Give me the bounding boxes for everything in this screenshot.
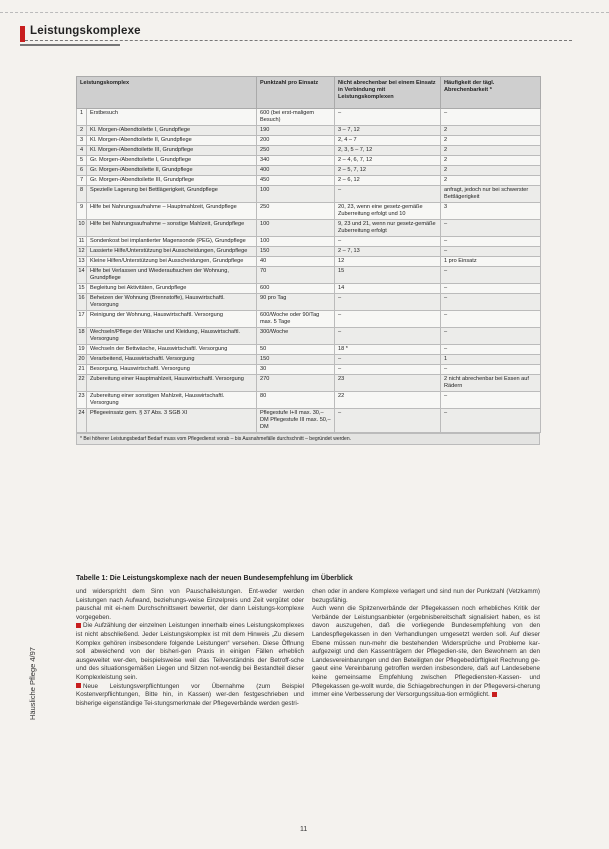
row-punktzahl: 600/Woche oder 90/Tag max. 5 Tage [257,311,335,328]
row-leistungskomplex: Reinigung der Wohnung, Hauswirtschaftl. Versorgung [87,311,257,328]
row-punktzahl: 250 [257,146,335,156]
row-nicht-abrechenbar: – [335,355,441,365]
row-leistungskomplex: Zubereitung einer Hauptmahlzeit, Hauswirtschaftl. Versorgung [87,375,257,392]
row-nicht-abrechenbar: – [335,328,441,345]
row-haeufigkeit: – [441,267,541,284]
row-haeufigkeit: 1 [441,355,541,365]
table-row [77,409,541,433]
table-caption: Tabelle 1: Die Leistungskomplexe nach der neuen Bundesempfehlung im Überblick [76,575,353,582]
row-leistungskomplex: Hilfe bei Verlassen und Wiederaufsuchen der Wohnung, Grundpflege [87,267,257,284]
table-row [77,257,541,267]
bullet-marker [76,683,81,688]
row-punktzahl: 70 [257,267,335,284]
row-number: 11 [77,237,87,247]
table-row [77,186,541,203]
body-column-left [76,588,304,708]
row-punktzahl: 190 [257,126,335,136]
row-haeufigkeit: – [441,311,541,328]
row-haeufigkeit: 2 [441,126,541,136]
table-row [77,311,541,328]
row-nicht-abrechenbar: 2, 4 – 7 [335,136,441,146]
table-row [77,345,541,355]
row-nicht-abrechenbar: – [335,237,441,247]
row-nicht-abrechenbar: 15 [335,267,441,284]
row-haeufigkeit: 2 nicht abrechenbar bei Essen auf Rädern [441,375,541,392]
row-number: 1 [77,109,87,126]
row-leistungskomplex: Gr. Morgen-/Abendtoilette II, Grundpflege [87,166,257,176]
row-nicht-abrechenbar: 2 – 5, 7, 12 [335,166,441,176]
end-marker [492,692,497,697]
paragraph [76,683,304,709]
paragraph-text: Auch wenn die Spitzenverbände der Pflegekassen noch erhebliches Kritik der Verbände der Leistungsanbieter (ergebnisbereitschaft signalisiert haben, es ist davon auszugehen, daß die vorliegende Bundesempfehlung von den Landespflegekassen in den Verhandlungen umgesetzt werden soll. Auf dieser Ebene müssen nun-mehr die bestehenden Widersprüche und Probleme kar-aufgezeigt und den Kassenträgern der Pflegedien-ste, den Bewohnern an den Landesvereinbarungen und den Beteiligten der Pflegebedürftigkeit Rechnung ge-gaeut eine Vereinbarung getroffen werden insbesondere, daß auf Landesebene keine gemeinsame Empfehlung zwischen Pflegediensten-Kassen- und Pflegekassen ge-wollt wurde, die Schiagebrechungen in der Pflegeversi-cherung immer eine Verbesserung der Versorgungssitua-tion ermöglicht. [312,605,540,699]
row-nicht-abrechenbar: 18 * [335,345,441,355]
row-haeufigkeit: 2 [441,156,541,166]
row-nicht-abrechenbar: – [335,186,441,203]
row-nicht-abrechenbar: 9, 23 und 21, wenn nur gesetz-gemäße Zuberreitung erfolgt [335,220,441,237]
table-row [77,284,541,294]
table-row [77,176,541,186]
row-punktzahl: 400 [257,166,335,176]
table-row [77,328,541,345]
row-leistungskomplex: Zubereitung einer sonstigen Mahlzeit, Hauswirtschaftl. Versorgung [87,392,257,409]
row-leistungskomplex: Hilfe bei Nahrungsaufnahme – Hauptmahlzeit, Grundpflege [87,203,257,220]
row-punktzahl: 300/Woche [257,328,335,345]
row-haeufigkeit: – [441,237,541,247]
row-haeufigkeit: – [441,109,541,126]
row-haeufigkeit: – [441,392,541,409]
row-nicht-abrechenbar: 22 [335,392,441,409]
table-container [76,76,540,571]
row-leistungskomplex: Lassierte Hilfe/Unterstützung bei Ausscheidungen, Grundpflege [87,247,257,257]
row-leistungskomplex: Wechseln/Pflege der Wäsche und Kleidung, Hauswirtschaftl. Versorgung [87,328,257,345]
row-number: 21 [77,365,87,375]
paragraph [312,605,540,700]
paragraph-text: Die Aufzählung der einzelnen Leistungen innerhalb eines Leistungskomplexes ist nicht abschließend. Jeder Leistungskomplex ist mit dem Hinweis „Zu diesem Komplex gehören insbesondere folgende Leistungen“ versehen. Diese Öffnung soll abweichend von der bisheri-gen Praxis in einigen Fällen erheblich ausgeweitet wer-den, beispielsweise weil das Teilverständnis der Betroff-sche und des situationsgemäßen Liegen und Sitzen not-wendig bei Bestandteil dieser Komplexleistung sein. [76,622,304,681]
col-header-leistungskomplex: Leistungskomplex [77,77,257,109]
row-punktzahl: Pflegestufe I+II max. 30,– DM Pflegestufe III max. 50,– DM [257,409,335,433]
body-column-right [312,588,540,700]
row-punktzahl: 40 [257,257,335,267]
paragraph: und widerspricht dem Sinn von Pauschalleistungen. Ent-weder werden Leistungen nach Aufwand, beziehungs-weise Einzelpreis und Zeit vergütet oder pauschal mit ei-nem Durchschnittswert bewertet, der dann Leistungs-komplexe vorgegeben. [76,588,304,621]
row-leistungskomplex: Verarbeitend, Hauswirtschaftl. Versorgung [87,355,257,365]
row-leistungskomplex: Kleine Hilfen/Unterstützung bei Ausscheidungen, Grundpflege [87,257,257,267]
bullet-marker [76,623,81,628]
row-leistungskomplex: Kl. Morgen-/Abendtoilette III, Grundpflege [87,146,257,156]
row-punktzahl: 600 [257,284,335,294]
journal-side-label: Häusliche Pflege 4/97 [28,647,37,720]
row-leistungskomplex: Hilfe bei Nahrungsaufnahme – sonstige Mahlzeit, Grundpflege [87,220,257,237]
row-number: 4 [77,146,87,156]
col-header-nicht-abrechenbar: Nicht abrechenbar bei einem Einsatz in Verbindung mit Leistungskomplexen [335,77,441,109]
row-nicht-abrechenbar: 23 [335,375,441,392]
row-number: 24 [77,409,87,433]
col-header-punktzahl: Punktzahl pro Einsatz [257,77,335,109]
row-punktzahl: 150 [257,355,335,365]
row-punktzahl: 450 [257,176,335,186]
table-row [77,267,541,284]
row-haeufigkeit: – [441,328,541,345]
row-punktzahl: 50 [257,345,335,355]
row-number: 17 [77,311,87,328]
table-header-row [77,77,541,109]
row-number: 14 [77,267,87,284]
row-haeufigkeit: 2 [441,176,541,186]
row-leistungskomplex: Kl. Morgen-/Abendtoilette II, Grundpflege [87,136,257,146]
row-number: 18 [77,328,87,345]
leistungskomplexe-table [76,76,541,433]
col-header-haeufigkeit: Häufigkeit der tägl. Abrechenbarkeit * [441,77,541,109]
table-row [77,156,541,166]
header-underline [20,44,120,46]
row-nicht-abrechenbar: 3 – 7, 12 [335,126,441,136]
table-row [77,220,541,237]
table-body [77,109,541,433]
row-haeufigkeit: – [441,409,541,433]
row-number: 5 [77,156,87,166]
row-number: 12 [77,247,87,257]
row-punktzahl: 600 (bei erst-maligem Besuch) [257,109,335,126]
table-row [77,392,541,409]
row-haeufigkeit: 2 [441,136,541,146]
row-nicht-abrechenbar: 12 [335,257,441,267]
row-nicht-abrechenbar: 2 – 7, 13 [335,247,441,257]
row-number: 3 [77,136,87,146]
row-number: 19 [77,345,87,355]
top-divider [0,12,609,15]
row-haeufigkeit: anfragt, jedoch nur bei schwerster Bettlägerigkeit [441,186,541,203]
row-haeufigkeit: – [441,365,541,375]
row-number: 6 [77,166,87,176]
row-number: 9 [77,203,87,220]
table-row [77,109,541,126]
row-nicht-abrechenbar: – [335,294,441,311]
row-nicht-abrechenbar: 14 [335,284,441,294]
row-number: 8 [77,186,87,203]
row-leistungskomplex: Pflegeeinsatz gem. § 37 Abs. 3 SGB XI [87,409,257,433]
row-haeufigkeit: – [441,247,541,257]
row-leistungskomplex: Kl. Morgen-/Abendtoilette I, Grundpflege [87,126,257,136]
row-leistungskomplex: Wechseln der Bettwäsche, Hauswirtschaftl. Versorgung [87,345,257,355]
table-row [77,294,541,311]
row-punktzahl: 100 [257,237,335,247]
table-row [77,237,541,247]
row-haeufigkeit: – [441,220,541,237]
row-nicht-abrechenbar: – [335,365,441,375]
table-row [77,136,541,146]
row-nicht-abrechenbar: – [335,311,441,328]
red-marker [20,26,25,42]
row-number: 20 [77,355,87,365]
table-row [77,247,541,257]
page-title: Leistungskomplexe [30,25,141,37]
row-nicht-abrechenbar: 20, 23, wenn eine gesetz-gemäße Zuberreitung erfolgt und 10 [335,203,441,220]
table-row [77,203,541,220]
row-number: 13 [77,257,87,267]
page-number: 11 [300,826,308,833]
row-punktzahl: 90 pro Tag [257,294,335,311]
row-haeufigkeit: – [441,294,541,311]
row-leistungskomplex: Beheizen der Wohnung (Brennstoffe), Hauswirtschaftl. Versorgung [87,294,257,311]
row-haeufigkeit: 2 [441,146,541,156]
row-haeufigkeit: – [441,284,541,294]
paragraph: chen oder in andere Komplexe verlagert und sind nun der Punktzahl (Vetzkamm) bezugsfähig. [312,588,540,604]
row-number: 15 [77,284,87,294]
row-number: 7 [77,176,87,186]
row-number: 2 [77,126,87,136]
row-haeufigkeit: – [441,345,541,355]
row-punktzahl: 30 [257,365,335,375]
table-row [77,146,541,156]
row-leistungskomplex: Besorgung, Hauswirtschaftl. Versorgung [87,365,257,375]
row-punktzahl: 100 [257,186,335,203]
table-row [77,126,541,136]
table-footnote: * Bei höherer Leistungsbedarf Bedarf muss vom Pflegedienst vorab – bis Ausnahmefälle durchschnitt – begründet werden. [76,433,540,445]
row-punktzahl: 100 [257,220,335,237]
row-leistungskomplex: Begleitung bei Aktivitäten, Grundpflege [87,284,257,294]
row-punktzahl: 270 [257,375,335,392]
row-number: 23 [77,392,87,409]
row-nicht-abrechenbar: – [335,409,441,433]
row-haeufigkeit: 3 [441,203,541,220]
paragraph-text: Neue Leistungsverpflichtungen vor Übernahme (zum Beispiel Kostenverpflichtungen, Bitte hin, in Kassen) wer-den festgeschrieben und bisherige eigenständige Tei-stungsmerkmale der Pflegeverbände werden gestri- [76,682,304,707]
row-haeufigkeit: 2 [441,166,541,176]
row-leistungskomplex: Gr. Morgen-/Abendtoilette III, Grundpflege [87,176,257,186]
row-haeufigkeit: 1 pro Einsatz [441,257,541,267]
row-leistungskomplex: Spezielle Lagerung bei Bettlägerigkeit, Grundpflege [87,186,257,203]
row-number: 22 [77,375,87,392]
row-nicht-abrechenbar: 2 – 6, 12 [335,176,441,186]
row-nicht-abrechenbar: – [335,109,441,126]
row-punktzahl: 150 [257,247,335,257]
row-punktzahl: 200 [257,136,335,146]
row-leistungskomplex: Erstbesuch [87,109,257,126]
table-row [77,365,541,375]
table-row [77,355,541,365]
row-punktzahl: 250 [257,203,335,220]
row-leistungskomplex: Sondenkost bei implantierter Magensonde (PEG), Grundpflege [87,237,257,247]
paragraph [76,622,304,682]
row-nicht-abrechenbar: 2 – 4, 6, 7, 12 [335,156,441,166]
row-leistungskomplex: Gr. Morgen-/Abendtoilette I, Grundpflege [87,156,257,166]
row-number: 10 [77,220,87,237]
table-row [77,375,541,392]
table-row [77,166,541,176]
row-punktzahl: 340 [257,156,335,166]
row-punktzahl: 80 [257,392,335,409]
row-nicht-abrechenbar: 2, 3, 5 – 7, 12 [335,146,441,156]
row-number: 16 [77,294,87,311]
